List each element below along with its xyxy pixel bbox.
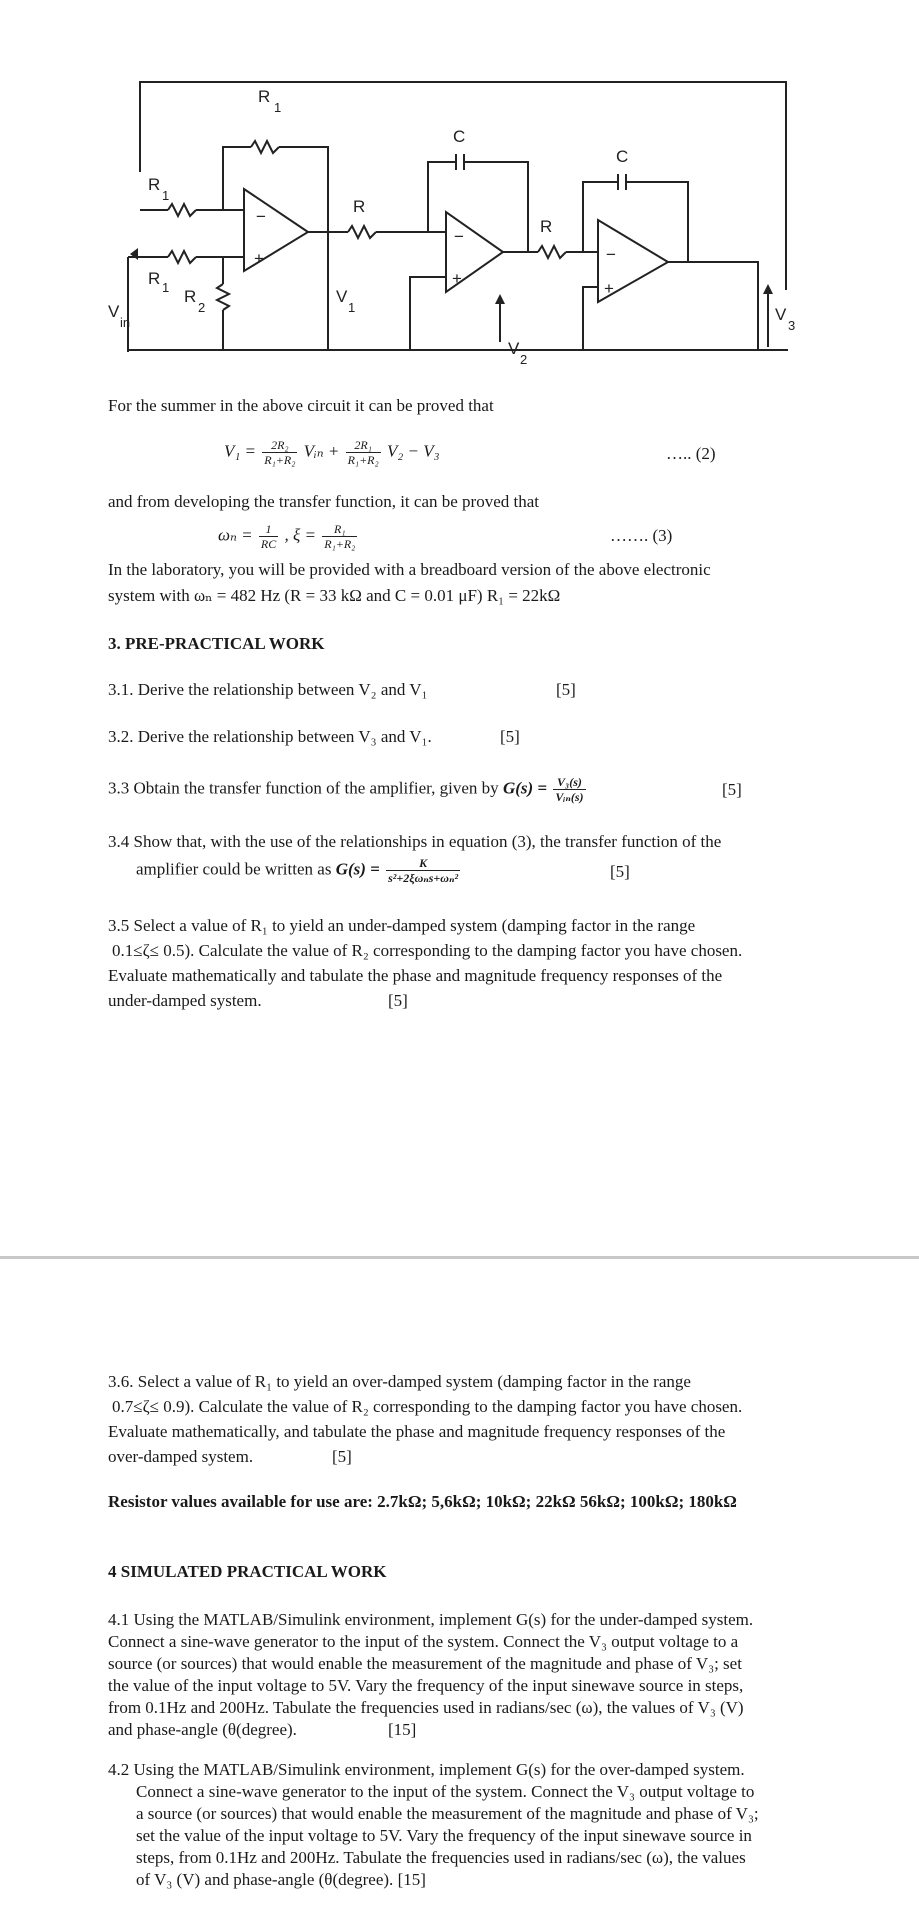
svg-text:V [508,339,520,358]
opamp-2-plus: + [452,269,462,288]
label-c-right: C [616,147,629,166]
resistor-r-mid [348,226,376,238]
eq3-number: ……. (3) [610,526,673,545]
question-3-3 [108,775,588,804]
eq3-f1-den: RC [260,537,277,551]
svg-text:R [148,269,160,288]
svg-text:R [540,217,552,236]
svg-text:R [353,197,365,216]
eq2-f2-num: 2R₁ [346,438,381,453]
section-4-heading: 4 SIMULATED PRACTICAL WORK [108,1562,387,1581]
svg-text:3 [788,318,795,333]
question-3-5-marks: [5] [388,991,408,1010]
label-r1-input-sub: 1 [162,280,170,295]
label-v3: V [775,305,787,324]
question-3-4-line-1: 3.4 Show that, with the use of the relationships in equation (3), the transfer function of the [108,832,722,851]
svg-text:− [454,227,464,246]
svg-text:2 [198,300,205,315]
svg-text:+ [254,249,264,268]
equation-3 [218,522,359,551]
q34-den: s²+2ξωₙs+ωₙ² [388,871,459,885]
question-4-1-line-2: Connect a sine-wave generator to the input of the system. Connect the V₃ output voltage to a [108,1632,739,1651]
question-4-1-line-6: and phase-angle (θ(degree). [108,1720,297,1739]
label-r1-top-sub: 1 [274,100,282,115]
svg-text:C [616,147,628,166]
svg-text:1 [162,280,169,295]
eq3-intro: and from developing the transfer function, it can be proved that [108,492,539,511]
label-v2-sub: 2 [520,352,528,367]
resistor-r-right [538,246,566,258]
question-3-5-line-2: 0.1≤ζ≤ 0.5). Calculate the value of R₂ corresponding to the damping factor you have chosen. [112,941,743,960]
label-vin: V [108,302,120,321]
resistor-r1-top [251,141,279,153]
eq3-fraction-1 [259,522,278,551]
eq2-fraction-2 [346,438,381,467]
eq3-mid: , ξ = [284,525,316,545]
eq2-f1-den: R₁+R₂ [264,453,296,467]
q33-fraction [553,775,585,804]
lab-line-1: In the laboratory, you will be provided with a breadboard version of the above electronic [108,560,711,579]
eq3-wn: ωₙ = [218,525,253,545]
svg-text:1 [348,300,355,315]
summer-intro: For the summer in the above circuit it can be proved that [108,396,494,415]
page-break-separator [0,1256,919,1259]
question-4-1-line-1: 4.1 Using the MATLAB/Simulink environment, implement G(s) for the under-damped system. [108,1610,754,1629]
svg-text:− [256,207,266,226]
svg-text:2 [520,352,527,367]
question-3-6-marks: [5] [332,1447,352,1466]
question-3-4-line-2 [136,856,462,885]
q34-g-lhs: G(s) = [335,859,380,879]
label-r2-sub: 2 [198,300,206,315]
question-3-5-line-4: under-damped system. [108,991,262,1010]
opamp-2-minus: − [454,227,464,246]
svg-text:C [453,127,465,146]
resistor-r1-input [168,251,196,263]
question-3-6-line-2: 0.7≤ζ≤ 0.9). Calculate the value of R₂ corresponding to the damping factor you have chosen. [112,1397,743,1416]
svg-text:1 [162,188,169,203]
svg-text:V [108,302,120,321]
question-3-5-line-3: Evaluate mathematically and tabulate the phase and magnitude frequency responses of the [108,966,723,985]
svg-text:R [184,287,196,306]
label-r1-input: R [148,269,161,288]
q34-fraction [386,856,460,885]
opamp-1-plus: + [254,249,264,268]
label-v1: V [336,287,348,306]
svg-text:− [606,245,616,264]
eq2-number: ….. (2) [666,444,716,463]
question-3-2-marks: [5] [500,727,520,746]
resistor-r1-left [168,204,196,216]
eq2-fraction-1 [262,438,297,467]
eq2-term2: V₂ − V₃ [386,441,440,461]
label-r1-left-sub: 1 [162,188,170,203]
question-4-1-marks: [15] [388,1720,417,1739]
eq2-lhs: V₁ = [224,441,257,461]
opamp-3-minus: − [606,245,616,264]
eq2-f2-den: R₁+R₂ [347,453,379,467]
eq2-term1: Vᵢₙ + [303,441,340,461]
resistor-values: Resistor values available for use are: 2.7kΩ; 5,6kΩ; 10kΩ; 22kΩ 56kΩ; 100kΩ; 180kΩ [108,1492,737,1511]
label-r1-left: R [148,175,161,194]
lab-line-2: system with ωₙ = 482 Hz (R = 33 kΩ and C = 0.01 μF) R₁ = 22kΩ [108,586,561,605]
q33-text: 3.3 Obtain the transfer function of the amplifier, given by [108,778,499,798]
q34-text: amplifier could be written as [136,859,332,879]
q33-den: Vᵢₙ(s) [555,790,584,804]
q33-num: V₃(s) [553,775,585,790]
question-3-4-marks: [5] [610,862,630,881]
question-4-1-line-5: from 0.1Hz and 200Hz. Tabulate the frequencies used in radians/sec (ω), the values of V₃ (V) [108,1698,744,1717]
eq3-fraction-2 [322,522,357,551]
q42-line-6-text: of V₃ (V) and phase-angle (θ(degree). [136,1870,394,1889]
section-3-heading: 3. PRE-PRACTICAL WORK [108,634,325,653]
question-4-2-marks: [15] [397,1870,426,1889]
opamp-3-plus: + [604,279,614,298]
q33-g-lhs: G(s) = [502,778,548,798]
svg-text:1 [274,100,281,115]
label-vin-sub: in [120,315,131,330]
eq3-f1-num: 1 [259,522,278,537]
opamp-1-minus: − [256,207,266,226]
question-3-6-line-3: Evaluate mathematically, and tabulate the phase and magnitude frequency responses of the [108,1422,726,1441]
question-4-2-line-6 [136,1868,426,1891]
question-4-1-line-4: the value of the input voltage to 5V. Vary the frequency of the input sinewave source in steps, [108,1676,744,1695]
label-r2: R [184,287,197,306]
question-3-1: 3.1. Derive the relationship between V₂ and V₁ [108,680,428,699]
question-4-2-line-5: steps, from 0.1Hz and 200Hz. Tabulate the frequencies used in radians/sec (ω), the values [136,1848,746,1867]
label-r1-top: R [258,87,271,106]
question-3-6-line-1: 3.6. Select a value of R₁ to yield an over-damped system (damping factor in the range [108,1372,691,1391]
label-v3-sub: 3 [788,318,796,333]
question-3-5-line-1: 3.5 Select a value of R₁ to yield an under-damped system (damping factor in the range [108,916,696,935]
svg-text:R [148,175,160,194]
eq2-f1-num: 2R₂ [262,438,297,453]
question-4-2-line-4: set the value of the input voltage to 5V. Vary the frequency of the input sinewave source in [136,1826,752,1845]
equation-2 [224,438,440,467]
question-3-3-marks: [5] [722,780,742,799]
label-r-right: R [540,217,553,236]
label-v2: V [508,339,520,358]
eq3-f2-num: R₁ [322,522,357,537]
label-r-mid: R [353,197,366,216]
svg-text:+ [452,269,462,288]
svg-text:V [336,287,348,306]
question-4-2-line-2: Connect a sine-wave generator to the input of the system. Connect the V₃ output voltage to [136,1782,755,1801]
eq3-f2-den: R₁+R₂ [324,537,356,551]
question-4-2-line-1: 4.2 Using the MATLAB/Simulink environment, implement G(s) for the over-damped system. [108,1760,745,1779]
q34-num: K [386,856,460,871]
svg-text:+ [604,279,614,298]
resistor-r2 [217,284,229,310]
label-c-mid: C [453,127,466,146]
svg-text:R [258,87,270,106]
question-3-1-marks: [5] [556,680,576,699]
svg-text:in [120,315,130,330]
question-3-2: 3.2. Derive the relationship between V₃ and V₁. [108,727,432,746]
question-3-6-line-4: over-damped system. [108,1447,254,1466]
question-4-1-line-3: source (or sources) that would enable the measurement of the magnitude and phase of V₃; set [108,1654,742,1673]
circuit-diagram [108,62,818,380]
svg-text:V [775,305,787,324]
label-v1-sub: 1 [348,300,356,315]
question-4-2-line-3: a source (or sources) that would enable the measurement of the magnitude and phase of V₃; [136,1804,759,1823]
feedback-wire [140,82,786,290]
